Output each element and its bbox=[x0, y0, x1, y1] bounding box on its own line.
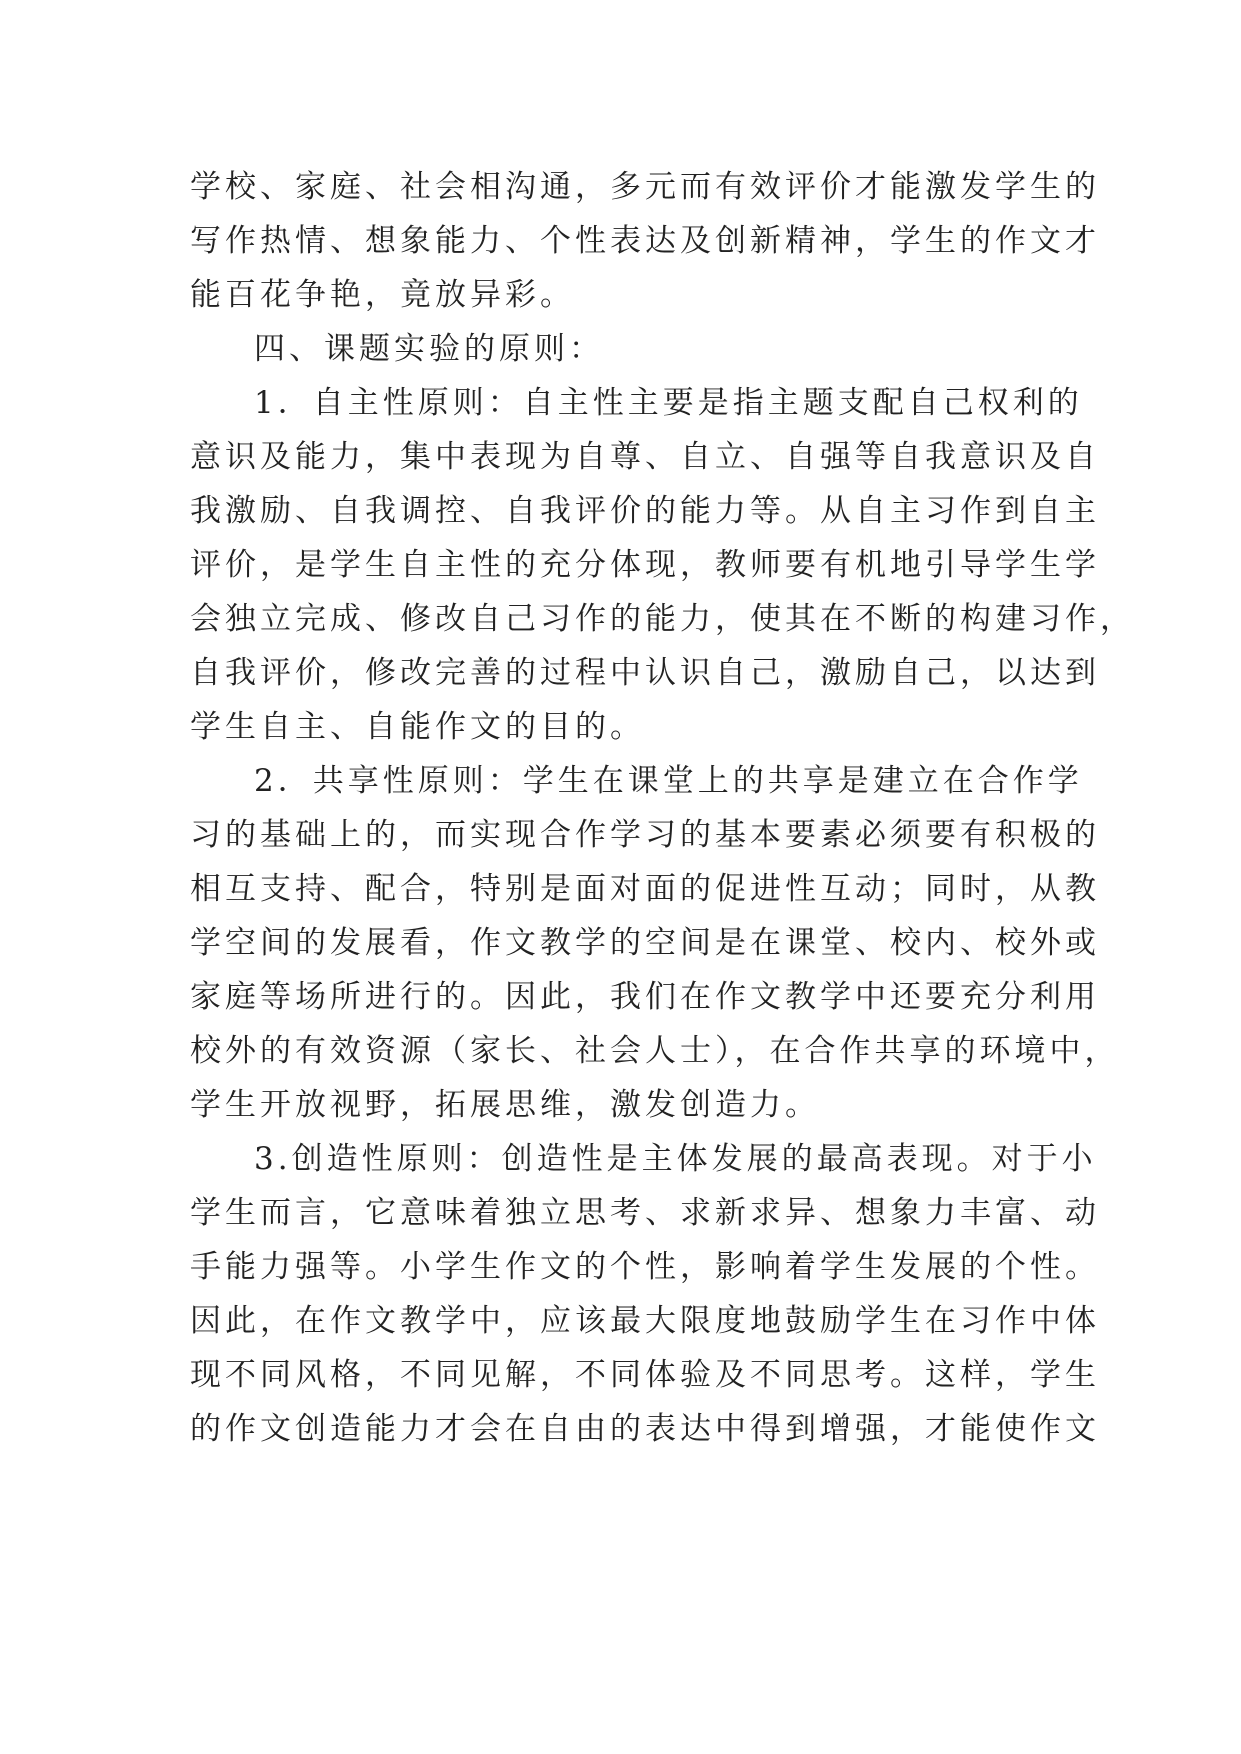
text-line: 2．共享性原则：学生在课堂上的共享是建立在合作学 bbox=[254, 763, 1083, 799]
text-line: 会独立完成、修改自己习作的能力，使其在不断的构建习作， bbox=[190, 601, 1135, 637]
paragraph-principle-3 bbox=[190, 1132, 1100, 1456]
text-line: 现不同风格，不同见解，不同体验及不同思考。这样，学生 bbox=[190, 1357, 1100, 1393]
text-line: 学生而言，它意味着独立思考、求新求异、想象力丰富、动 bbox=[190, 1195, 1100, 1231]
text-line: 学生自主、自能作文的目的。 bbox=[190, 709, 645, 745]
document-body bbox=[190, 160, 1135, 1456]
text-line: 评价，是学生自主性的充分体现，教师要有机地引导学生学 bbox=[190, 547, 1100, 583]
text-line: 自我评价，修改完善的过程中认识自己，激励自己，以达到 bbox=[190, 655, 1100, 691]
paragraph-intro-continued bbox=[190, 160, 1100, 322]
paragraph-principle-1 bbox=[190, 376, 1135, 754]
text-line: 习的基础上的，而实现合作学习的基本要素必须要有积极的 bbox=[190, 817, 1100, 853]
text-line: 1．自主性原则：自主性主要是指主题支配自己权利的 bbox=[254, 385, 1083, 421]
text-line: 学空间的发展看，作文教学的空间是在课堂、校内、校外或 bbox=[190, 925, 1100, 961]
text-line: 手能力强等。小学生作文的个性，影响着学生发展的个性。 bbox=[190, 1249, 1100, 1285]
text-line: 的作文创造能力才会在自由的表达中得到增强，才能使作文 bbox=[190, 1411, 1100, 1447]
section-heading bbox=[190, 322, 1070, 376]
paragraph-principle-2 bbox=[190, 754, 1120, 1132]
text-line: 意识及能力，集中表现为自尊、自立、自强等自我意识及自 bbox=[190, 439, 1100, 475]
text-line: 3.创造性原则：创造性是主体发展的最高表现。对于小 bbox=[254, 1141, 1097, 1177]
text-line: 写作热情、想象能力、个性表达及创新精神，学生的作文才 bbox=[190, 223, 1100, 259]
text-line: 学校、家庭、社会相沟通，多元而有效评价才能激发学生的 bbox=[190, 169, 1100, 205]
text-line: 校外的有效资源（家长、社会人士），在合作共享的环境中， bbox=[190, 1033, 1120, 1069]
text-line: 学生开放视野，拓展思维，激发创造力。 bbox=[190, 1087, 820, 1123]
text-line: 因此，在作文教学中，应该最大限度地鼓励学生在习作中体 bbox=[190, 1303, 1100, 1339]
section-heading-text: 四、课题实验的原则： bbox=[254, 331, 604, 367]
text-line: 我激励、自我调控、自我评价的能力等。从自主习作到自主 bbox=[190, 493, 1100, 529]
text-line: 相互支持、配合，特别是面对面的促进性互动；同时，从教 bbox=[190, 871, 1100, 907]
text-line: 家庭等场所进行的。因此，我们在作文教学中还要充分利用 bbox=[190, 979, 1100, 1015]
text-line: 能百花争艳，竟放异彩。 bbox=[190, 277, 575, 313]
